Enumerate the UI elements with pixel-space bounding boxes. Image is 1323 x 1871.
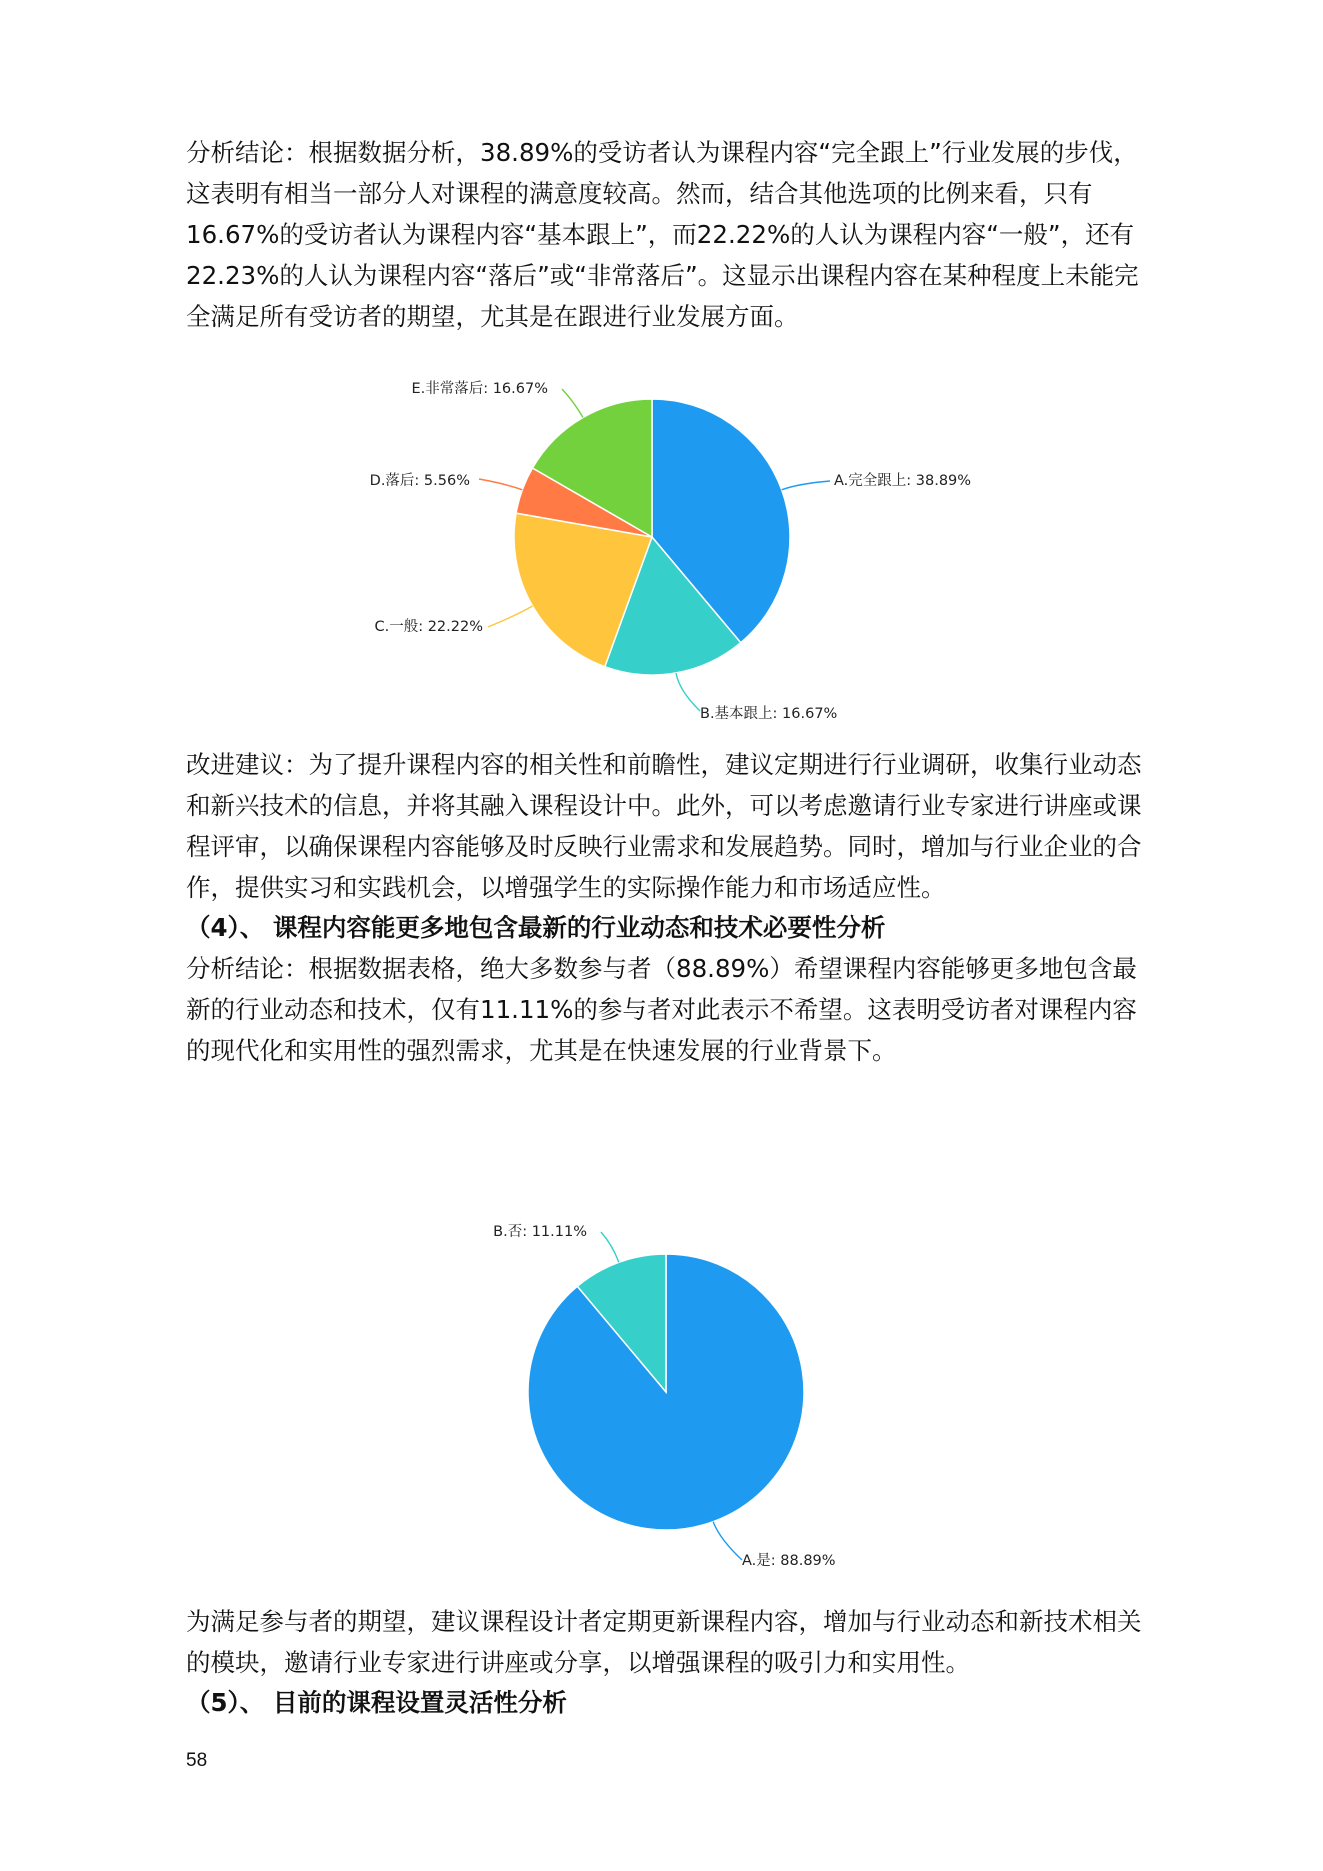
pie-slice-label: B.否: 11.11%	[493, 1224, 587, 1240]
pie-slice-label: A.完全跟上: 38.89%	[834, 473, 972, 489]
pie-slice-label: E.非常落后: 16.67%	[411, 381, 548, 397]
section-heading-5: （5）、 目前的课程设置灵活性分析	[186, 1688, 567, 1717]
pie-leader-line	[713, 1522, 742, 1560]
suggestion-paragraph-2: 为满足参与者的期望，建议课程设计者定期更新课程内容，增加与行业动态和新技术相关的模块，邀请行业专家进行讲座或分享，以增强课程的吸引力和实用性。	[186, 1607, 1142, 1677]
pie-2-group	[493, 1223, 835, 1569]
analysis-paragraph-1: 分析结论：根据数据分析，38.89%的受访者认为课程内容“完全跟上”行业发展的步伐，这表明有相当一部分人对课程的满意度较高。然而，结合其他选项的比例来看，只有16.67%的受访者认为课程内容“基本跟上”，而22.22%的人认为课程内容“一般”，还有22.23%的人认为课程内容“落后”或“非常落后”。这显示出课程内容在某种程度上未能完全满足所有受访者的期望，尤其是在跟进行业发展方面。	[186, 138, 1139, 331]
pie-leader-line	[601, 1232, 619, 1262]
page-number: 58	[186, 1750, 208, 1771]
suggestion-paragraph: 改进建议：为了提升课程内容的相关性和前瞻性，建议定期进行行业调研，收集行业动态和新兴技术的信息，并将其融入课程设计中。此外，可以考虑邀请行业专家进行讲座或课程评审，以确保课程内容能够及时反映行业需求和发展趋势。同时，增加与行业企业的合作，提供实习和实践机会，以增强学生的实际操作能力和市场适应性。	[186, 750, 1142, 902]
pie-slice-label: B.基本跟上: 16.67%	[700, 706, 838, 722]
pie-slice-label: C.一般: 22.22%	[374, 619, 483, 635]
analysis-paragraph-2: 分析结论：根据数据表格，绝大多数参与者（88.89%）希望课程内容能够更多地包含最新的行业动态和技术，仅有11.11%的参与者对此表示不希望。这表明受访者对课程内容的现代化和实用性的强烈需求，尤其是在快速发展的行业背景下。	[186, 954, 1137, 1065]
section-heading-4: （4）、 课程内容能更多地包含最新的行业动态和技术必要性分析	[186, 913, 886, 942]
pie-slice-label: D.落后: 5.56%	[369, 473, 470, 489]
pie-slice-label: A.是: 88.89%	[742, 1553, 836, 1569]
